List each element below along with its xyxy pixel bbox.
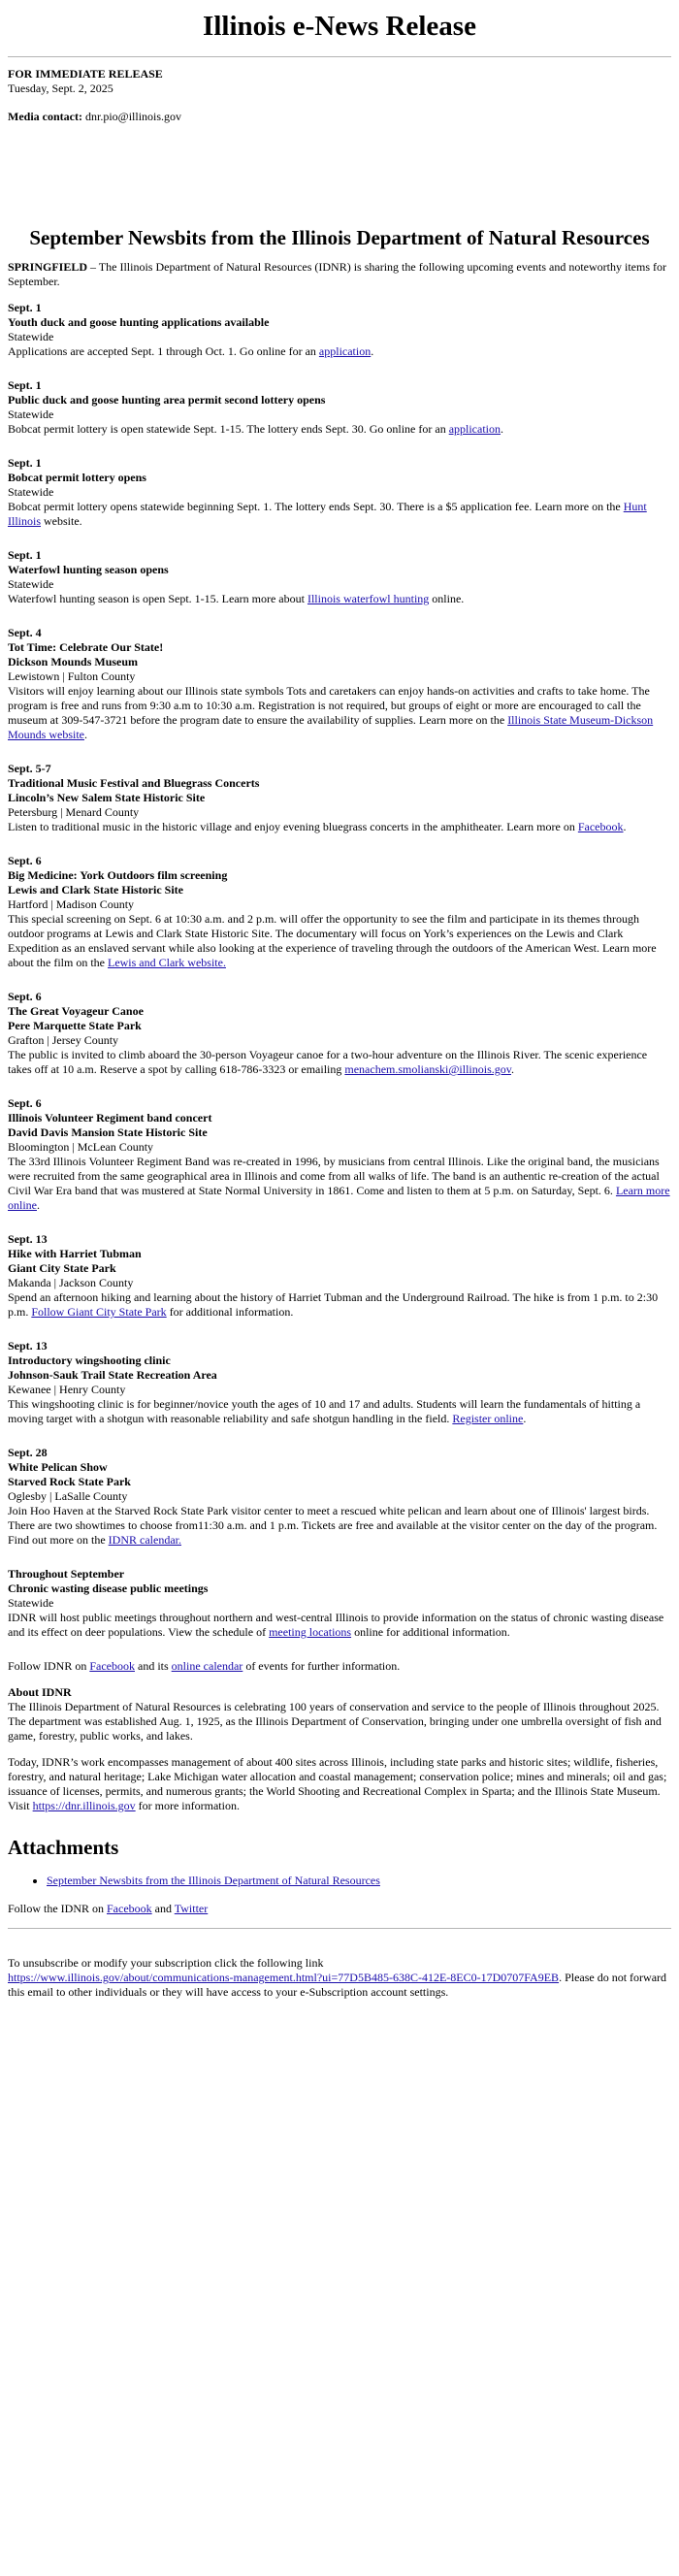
media-contact: [8, 110, 671, 124]
online-calendar-link[interactable]: online calendar: [171, 1659, 243, 1673]
attachment-item: [47, 1874, 671, 1888]
event-item: [8, 854, 671, 970]
event-date: Sept. 1: [8, 456, 42, 470]
event-location: Makanda | Jackson County: [8, 1276, 134, 1289]
event-link[interactable]: Hunt Illinois: [8, 500, 647, 528]
event-title: The Great Voyageur Canoe: [8, 1004, 144, 1018]
event-venue: Giant City State Park: [8, 1261, 116, 1275]
event-item: [8, 626, 671, 742]
event-date: Sept. 6: [8, 990, 42, 1003]
event-location: Statewide: [8, 330, 54, 343]
event-item: [8, 1446, 671, 1548]
unsubscribe-after: . Please do not forward this email to other individuals or they will have access to your e-Subscription account settings.: [8, 1971, 667, 1999]
manage-subscription-link[interactable]: https://www.illinois.gov/about/communications-management.html?ui=77D5B485-638C-412E-8EC0-17D0707FA9EB: [8, 1971, 560, 1984]
attachments-list: [8, 1874, 671, 1888]
event-title: Tot Time: Celebrate Our State!: [8, 640, 164, 654]
unsubscribe-block: [8, 1971, 671, 2000]
event-description-after: .: [523, 1412, 527, 1425]
event-item: [8, 378, 671, 437]
event-description-text: This wingshooting clinic is for beginner/novice youth the ages of 10 and 17 and adults. Students will learn the fundamentals of hitting a moving target with a shotgun with reasonable reliability and safe shotgun handling in the field.: [8, 1397, 641, 1425]
event-item: [8, 1232, 671, 1320]
event-item: [8, 990, 671, 1077]
event-title: Waterfowl hunting season opens: [8, 563, 169, 576]
event-description: [8, 592, 671, 606]
event-date: Sept. 5-7: [8, 762, 51, 775]
event-title: Hike with Harriet Tubman: [8, 1247, 142, 1260]
event-location: Kewanee | Henry County: [8, 1383, 126, 1396]
event-description-after: .: [501, 422, 504, 436]
follow2-mid: and: [151, 1902, 175, 1915]
dateline: SPRINGFIELD: [8, 260, 88, 274]
idnr-website-link[interactable]: https://dnr.illinois.gov: [32, 1799, 136, 1812]
follow2-pre: Follow the IDNR on: [8, 1902, 107, 1915]
event-venue: Lincoln’s New Salem State Historic Site: [8, 791, 206, 804]
event-date: Sept. 13: [8, 1339, 48, 1353]
event-title: White Pelican Show: [8, 1460, 108, 1474]
media-contact-email: dnr.pio@illinois.gov: [84, 110, 182, 123]
event-link[interactable]: application: [448, 422, 501, 436]
event-date: Sept. 6: [8, 1096, 42, 1110]
about-paragraph-1: The Illinois Department of Natural Resources is celebrating 100 years of conservation and service to the people of Illinois throughout 2025. The department was established Aug. 1, 1925, as the Illinois Department of Conservation, bringing under one umbrella oversight of fish and game, forestry, public works, and lakes.: [8, 1700, 662, 1743]
event-link[interactable]: Follow Giant City State Park: [31, 1305, 167, 1319]
event-venue: Dickson Mounds Museum: [8, 655, 139, 668]
event-description-text: IDNR will host public meetings throughout northern and west-central Illinois to provide information on the status of chronic wasting disease and its effect on deer populations. View the schedule of: [8, 1611, 664, 1639]
event-date: Sept. 6: [8, 854, 42, 867]
event-title: Introductory wingshooting clinic: [8, 1353, 171, 1367]
event-link[interactable]: Learn more online: [8, 1184, 670, 1212]
event-title: Illinois Volunteer Regiment band concert: [8, 1111, 212, 1125]
event-venue: Lewis and Clark State Historic Site: [8, 883, 183, 897]
event-item: [8, 1567, 671, 1640]
event-description-text: This special screening on Sept. 6 at 10:30 a.m. and 2 p.m. will offer the opportunity to see the film and participate in its themes through outdoor programs at Lewis and Clark State Historic Site. The documentary will focus on York’s experiences on the Lewis and Clark Expedition as an enslaved servant while also looking at the experience of traveling through the outdoors of the American West. Learn more about the film on the: [8, 912, 657, 969]
about-section: [8, 1685, 671, 1813]
footer: [8, 1946, 671, 2000]
events-list: [8, 301, 671, 1640]
event-location: Statewide: [8, 577, 54, 591]
event-venue: Pere Marquette State Park: [8, 1019, 142, 1032]
event-description: [8, 1048, 671, 1077]
release-date: Tuesday, Sept. 2, 2025: [8, 82, 113, 95]
event-venue: David Davis Mansion State Historic Site: [8, 1125, 208, 1139]
release-info: [8, 67, 671, 124]
event-link[interactable]: Lewis and Clark website.: [107, 956, 226, 969]
event-description-after: for additional information.: [166, 1305, 294, 1319]
event-description-text: Bobcat permit lottery is open statewide Sept. 1-15. The lottery ends Sept. 30. Go online for an: [8, 422, 449, 436]
event-location: Lewistown | Fulton County: [8, 669, 136, 683]
event-item: [8, 762, 671, 834]
event-title: Youth duck and goose hunting applications available: [8, 315, 270, 329]
event-date: Sept. 28: [8, 1446, 48, 1459]
event-description-text: Spend an afternoon hiking and learning about the history of Harriet Tubman and the Underground Railroad. The hike is from 1 p.m. to 2:30 p.m.: [8, 1290, 659, 1319]
event-date: Sept. 1: [8, 301, 42, 314]
event-description: [8, 912, 671, 970]
event-title: Public duck and goose hunting area permit second lottery opens: [8, 393, 326, 407]
event-description-after: online.: [429, 592, 465, 605]
event-location: Statewide: [8, 408, 54, 421]
event-description-after: online for additional information.: [351, 1625, 510, 1639]
event-description-after: .: [510, 1062, 514, 1076]
event-location: Petersburg | Menard County: [8, 805, 140, 819]
event-description-after: .: [37, 1198, 40, 1212]
event-description: [8, 422, 671, 437]
event-description-text: The public is invited to climb aboard the 30-person Voyageur canoe for a two-hour adventure on the Illinois River. The scenic experience takes off at 10 a.m. Reserve a spot by calling 618-786-3323 or emailing: [8, 1048, 648, 1076]
attachment-link[interactable]: September Newsbits from the Illinois Department of Natural Resources: [47, 1874, 380, 1887]
event-description-after: .: [84, 728, 87, 741]
event-item: [8, 301, 671, 359]
release-label: FOR IMMEDIATE RELEASE: [8, 67, 163, 81]
event-description: [8, 684, 671, 742]
event-link[interactable]: Facebook: [577, 820, 624, 833]
intro-text: – The Illinois Department of Natural Resources (IDNR) is sharing the following upcoming events and noteworthy items for September.: [8, 260, 666, 288]
about-heading: About IDNR: [8, 1685, 72, 1699]
event-location: Grafton | Jersey County: [8, 1033, 119, 1047]
masthead-title: Illinois e-News Release: [203, 11, 476, 42]
event-description: [8, 1290, 671, 1320]
event-link[interactable]: Illinois waterfowl hunting: [307, 592, 430, 605]
about-paragraph-2: [8, 1755, 671, 1813]
event-title: Big Medicine: York Outdoors film screening: [8, 868, 228, 882]
event-description-after: website.: [41, 514, 82, 528]
event-description-text: Applications are accepted Sept. 1 through Oct. 1. Go online for an: [8, 344, 319, 358]
event-description: [8, 500, 671, 529]
event-description-after: .: [371, 344, 374, 358]
event-title: Traditional Music Festival and Bluegrass Concerts: [8, 776, 260, 790]
event-item: [8, 1096, 671, 1213]
event-description-text: Visitors will enjoy learning about our Illinois state symbols Tots and caretakers can enjoy hands-on activities and crafts to take home. The program is free and runs from 9:30 a.m to 10:30 a.m. Registration is not required, but groups of eight or more are encouraged to call the museum at 309-547-3721 before the program date to ensure the availability of supplies. Learn more on the: [8, 684, 650, 727]
facebook-link[interactable]: Facebook: [89, 1659, 135, 1673]
event-description: [8, 1397, 671, 1426]
event-link[interactable]: Illinois State Museum-Dickson Mounds website: [8, 713, 654, 741]
event-description-text: The 33rd Illinois Volunteer Regiment Band was re-created in 1996, by musicians from central Illinois. Like the original band, the musicians were recruited from the same geographical area in Illinois and come from all walks of life. The band is an authentic re-creation of the actual Civil War Era band that was mustered at State Normal University in 1861. Come and listen to them at 5 p.m. on Saturday, Sept. 6.: [8, 1155, 660, 1197]
event-link[interactable]: IDNR calendar.: [108, 1533, 181, 1547]
media-contact-label: Media contact:: [8, 110, 82, 123]
event-location: Hartford | Madison County: [8, 897, 135, 911]
event-description-text: Join Hoo Haven at the Starved Rock State Park visitor center to meet a rescued white pelican and learn about one of Illinois' largest birds. There are two showtimes to choose from11:30 a.m. and 1 p.m. Tickets are free and available at the visitor center on the day of the program. Find out more on the: [8, 1504, 658, 1547]
event-link[interactable]: application: [318, 344, 372, 358]
attachments-heading: Attachments: [8, 1836, 119, 1859]
event-date: Sept. 1: [8, 548, 42, 562]
event-description: [8, 344, 671, 359]
follow-line: [8, 1659, 671, 1674]
facebook-social-link[interactable]: Facebook: [107, 1902, 152, 1915]
follow-mid: and its: [135, 1659, 172, 1673]
divider-top: [8, 56, 671, 57]
follow-pre: Follow IDNR on: [8, 1659, 90, 1673]
event-date: Sept. 4: [8, 626, 42, 639]
event-title: Bobcat permit lottery opens: [8, 471, 146, 484]
divider-bottom: [8, 1928, 671, 1929]
event-item: [8, 1339, 671, 1426]
event-venue: Starved Rock State Park: [8, 1475, 131, 1488]
event-link[interactable]: meeting locations: [269, 1625, 352, 1639]
event-date: Sept. 1: [8, 378, 42, 392]
event-description-text: Listen to traditional music in the historic village and enjoy evening bluegrass concerts in the amphitheater. Learn more on: [8, 820, 578, 833]
event-description: [8, 820, 671, 834]
event-location: Oglesby | LaSalle County: [8, 1489, 128, 1503]
about-p2-text: Today, IDNR’s work encompasses management of about 400 sites across Illinois, including state parks and historic sites; wildlife, fisheries, forestry, and natural heritage; Lake Michigan water allocation and coastal management; conservation police; mines and minerals; oil and gas; issuance of licenses, permits, and numerous grants; the World Shooting and Recreational Complex in Sparta; and the Illinois State Museum. Visit: [8, 1755, 667, 1812]
follow-social-line: [8, 1902, 671, 1916]
intro-paragraph: [8, 260, 671, 289]
newsbits-headline: September Newsbits from the Illinois Department of Natural Resources: [29, 226, 650, 249]
event-location: Statewide: [8, 1596, 54, 1610]
event-item: [8, 548, 671, 606]
follow-post: of events for further information.: [242, 1659, 401, 1673]
event-description-text: Bobcat permit lottery opens statewide beginning Sept. 1. The lottery ends Sept. 30. There is a $5 application fee. Learn more on the: [8, 500, 624, 513]
twitter-link[interactable]: Twitter: [174, 1902, 209, 1915]
event-description: [8, 1504, 671, 1548]
event-location: Statewide: [8, 485, 54, 499]
event-venue: Johnson-Sauk Trail State Recreation Area: [8, 1368, 217, 1382]
event-description-after: .: [623, 820, 627, 833]
event-description: [8, 1155, 671, 1213]
event-link[interactable]: menachem.smolianski@illinois.gov: [344, 1062, 511, 1076]
event-description: [8, 1611, 671, 1640]
event-item: [8, 456, 671, 529]
event-location: Bloomington | McLean County: [8, 1140, 154, 1154]
about-p2-after: for more information.: [135, 1799, 240, 1812]
event-title: Chronic wasting disease public meetings: [8, 1581, 209, 1595]
event-link[interactable]: Register online: [452, 1412, 524, 1425]
event-date: Sept. 13: [8, 1232, 48, 1246]
unsubscribe-text: To unsubscribe or modify your subscription click the following link: [8, 1956, 324, 1970]
event-description-text: Waterfowl hunting season is open Sept. 1-15. Learn more about: [8, 592, 307, 605]
event-date: Throughout September: [8, 1567, 125, 1581]
